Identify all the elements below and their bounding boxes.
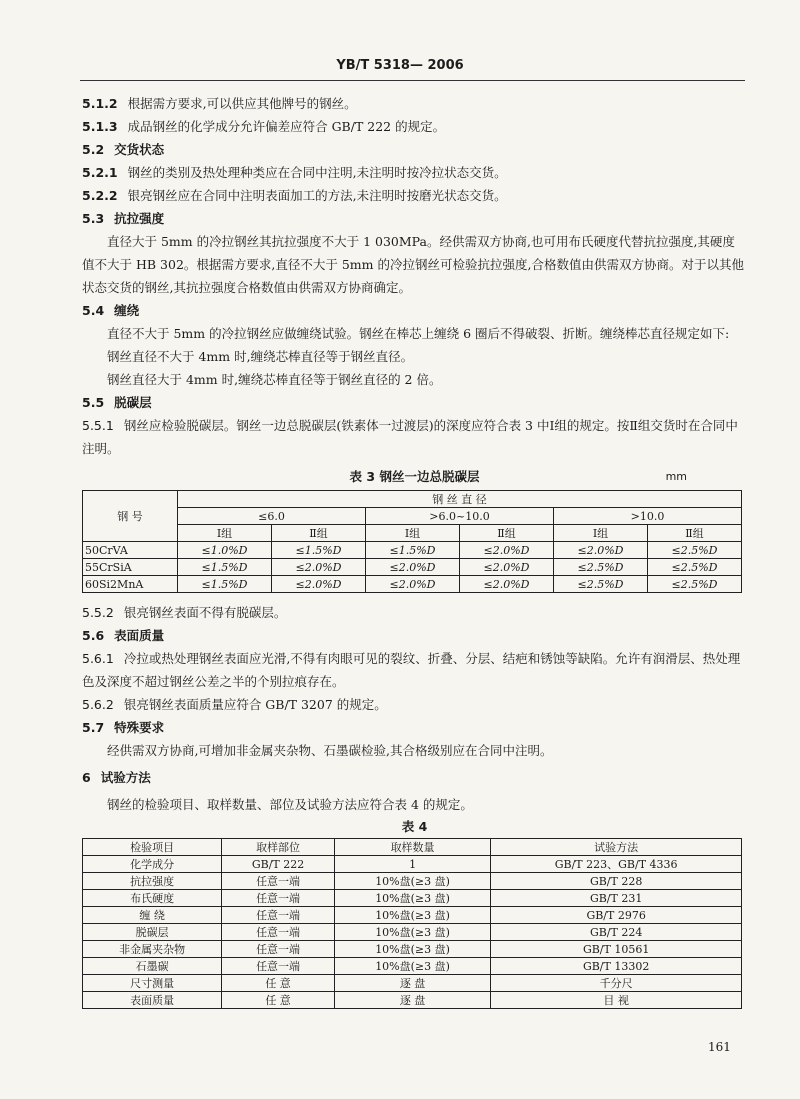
table-row [83, 873, 742, 890]
cell: GB/T 10561 [491, 941, 742, 958]
header-grade: 钢 号 [83, 491, 178, 542]
cell: 目 视 [491, 992, 742, 1009]
clause-number: 5.1.2 [82, 96, 118, 111]
clause-text: 根据需方要求,可以供应其他牌号的钢丝。 [127, 96, 357, 111]
clause-number: 5.6.1 [82, 651, 114, 666]
cell: 任 意 [222, 975, 335, 992]
header-group: Ⅱ组 [460, 525, 554, 542]
clause-5-2-2 [82, 184, 747, 207]
cell: 逐 盘 [334, 975, 490, 992]
section-number: 5.4 [82, 303, 105, 318]
table-row [83, 576, 742, 593]
paragraph-5-7: 经供需双方协商,可增加非金属夹杂物、石墨碳检验,其合格级别应在合同中注明。 [107, 743, 553, 758]
section-number: 6 [82, 770, 91, 785]
header-rule [80, 80, 745, 81]
cell-value: ≤2.5%D [554, 576, 648, 593]
cell: 布氏硬度 [83, 890, 222, 907]
cell-value: ≤2.0%D [554, 542, 648, 559]
table-3-unit: mm [665, 470, 687, 483]
clause-text: 银亮钢丝表面质量应符合 GB/T 3207 的规定。 [123, 697, 387, 712]
table-row [83, 890, 742, 907]
clause-5-1-2 [82, 92, 747, 115]
table-row [83, 907, 742, 924]
cell-value: ≤2.5%D [648, 576, 742, 593]
header-cell: 取样数量 [334, 839, 490, 856]
section-6-heading [82, 766, 747, 789]
table-3-caption: 表 3 钢丝一边总脱碳层 [349, 469, 480, 484]
cell: 10%盘(≥3 盘) [334, 958, 490, 975]
section-number: 5.7 [82, 720, 105, 735]
cell: 任意一端 [222, 873, 335, 890]
clause-5-5-2 [82, 601, 747, 624]
clause-text: 钢丝的类别及热处理种类应在合同中注明,未注明时按冷拉状态交货。 [127, 165, 507, 180]
table-header-row [83, 839, 742, 856]
cell-value: ≤1.5%D [178, 559, 272, 576]
clause-5-2-1 [82, 161, 747, 184]
cell: 缠 绕 [83, 907, 222, 924]
table-header-row [83, 491, 742, 508]
cell: 10%盘(≥3 盘) [334, 890, 490, 907]
header-range: >6.0~10.0 [366, 508, 554, 525]
cell: GB/T 228 [491, 873, 742, 890]
cell: 任意一端 [222, 958, 335, 975]
clause-5-1-3 [82, 115, 747, 138]
cell: GB/T 2976 [491, 907, 742, 924]
section-number: 5.2 [82, 142, 105, 157]
clause-number: 5.2.2 [82, 188, 118, 203]
clause-5-5-1 [82, 414, 747, 460]
cell: 任 意 [222, 992, 335, 1009]
paragraph-5-4a: 直径不大于 5mm 的冷拉钢丝应做缠绕试验。钢丝在棒芯上缠绕 6 圈后不得破裂、折断。缠绕棒芯直径规定如下: [107, 326, 730, 341]
clause-number: 5.5.2 [82, 605, 114, 620]
section-number: 5.5 [82, 395, 105, 410]
cell: 1 [334, 856, 490, 873]
clause-number: 5.1.3 [82, 119, 118, 134]
section-title: 抗拉强度 [114, 211, 165, 226]
section-5-3-heading [82, 207, 747, 230]
section-title: 试验方法 [100, 770, 151, 785]
table-header-row [83, 525, 742, 542]
clause-text: 冷拉或热处理钢丝表面应光滑,不得有肉眼可见的裂纹、折叠、分层、结疤和锈蚀等缺陷。允许有润滑层、热处理色及深度不超过钢丝公差之半的个别拉痕存在。 [82, 651, 741, 689]
table-row [83, 958, 742, 975]
cell-value: ≤1.5%D [178, 576, 272, 593]
cell-value: ≤2.0%D [366, 559, 460, 576]
header-range: >10.0 [554, 508, 742, 525]
clause-text: 钢丝应检验脱碳层。钢丝一边总脱碳层(铁素体一过渡层)的深度应符合表 3 中Ⅰ组的规定。按Ⅱ组交货时在合同中注明。 [82, 418, 738, 456]
cell: 非金属夹杂物 [83, 941, 222, 958]
cell-grade: 50CrVA [83, 542, 178, 559]
table-row [83, 924, 742, 941]
header-group: Ⅰ组 [366, 525, 460, 542]
clause-text: 银亮钢丝表面不得有脱碳层。 [123, 605, 287, 620]
cell: 逐 盘 [334, 992, 490, 1009]
section-5-6-heading [82, 624, 747, 647]
section-5-2-heading [82, 138, 747, 161]
table-row [83, 975, 742, 992]
cell: GB/T 231 [491, 890, 742, 907]
cell: GB/T 222 [222, 856, 335, 873]
section-title: 脱碳层 [114, 395, 152, 410]
header-group: Ⅱ组 [648, 525, 742, 542]
cell: 任意一端 [222, 890, 335, 907]
cell-value: ≤2.0%D [460, 542, 554, 559]
table-4 [82, 838, 742, 1009]
header-group: Ⅰ组 [178, 525, 272, 542]
table-row [83, 856, 742, 873]
document-header: YB/T 5318— 2006 [336, 58, 464, 73]
cell: 10%盘(≥3 盘) [334, 907, 490, 924]
clause-text: 成品钢丝的化学成分允许偏差应符合 GB/T 222 的规定。 [127, 119, 446, 134]
header-diameter: 钢 丝 直 径 [178, 491, 742, 508]
header-group: Ⅰ组 [554, 525, 648, 542]
cell: 表面质量 [83, 992, 222, 1009]
cell-value: ≤2.5%D [554, 559, 648, 576]
paragraph-6: 钢丝的检验项目、取样数量、部位及试验方法应符合表 4 的规定。 [107, 797, 473, 812]
cell: 任意一端 [222, 907, 335, 924]
section-5-5-heading [82, 391, 747, 414]
table-row [83, 992, 742, 1009]
cell-value: ≤2.0%D [460, 576, 554, 593]
cell-value: ≤2.0%D [272, 576, 366, 593]
section-title: 缠绕 [114, 303, 140, 318]
cell-grade: 60Si2MnA [83, 576, 178, 593]
cell-value: ≤1.5%D [272, 542, 366, 559]
section-title: 特殊要求 [114, 720, 165, 735]
table-3-title [82, 464, 747, 490]
paragraph-5-4b: 钢丝直径不大于 4mm 时,缠绕芯棒直径等于钢丝直径。 [107, 349, 414, 364]
cell: 10%盘(≥3 盘) [334, 873, 490, 890]
cell-grade: 55CrSiA [83, 559, 178, 576]
header-group: Ⅱ组 [272, 525, 366, 542]
header-range: ≤6.0 [178, 508, 366, 525]
cell-value: ≤2.0%D [366, 576, 460, 593]
document-body [82, 92, 747, 1009]
cell: 石墨碳 [83, 958, 222, 975]
section-title: 交货状态 [114, 142, 165, 157]
clause-number: 5.2.1 [82, 165, 118, 180]
cell: 抗拉强度 [83, 873, 222, 890]
header-cell: 试验方法 [491, 839, 742, 856]
table-4-title [82, 816, 747, 838]
table-row [83, 542, 742, 559]
section-5-4-heading [82, 299, 747, 322]
cell-value: ≤1.0%D [178, 542, 272, 559]
header-cell: 检验项目 [83, 839, 222, 856]
cell: 任意一端 [222, 941, 335, 958]
section-title: 表面质量 [114, 628, 165, 643]
paragraph-5-3: 直径大于 5mm 的冷拉钢丝其抗拉强度不大于 1 030MPa。经供需双方协商,也可用布氏硬度代替抗拉强度,其硬度值不大于 HB 302。根据需方要求,直径不大于 5mm 的冷拉钢丝可检验抗拉强度,合格数值由供需双方协商。对于以其他状态交货的钢丝,其抗拉强度合格数值由供需双方协商确定。 [82, 234, 744, 295]
cell-value: ≤1.5%D [366, 542, 460, 559]
paragraph-5-4c: 钢丝直径大于 4mm 时,缠绕芯棒直径等于钢丝直径的 2 倍。 [107, 372, 442, 387]
clause-text: 银亮钢丝应在合同中注明表面加工的方法,未注明时按磨光状态交货。 [127, 188, 507, 203]
header-cell: 取样部位 [222, 839, 335, 856]
section-number: 5.6 [82, 628, 105, 643]
page-number: 161 [708, 1040, 731, 1054]
section-number: 5.3 [82, 211, 105, 226]
table-3 [82, 490, 742, 593]
cell-value: ≤2.0%D [272, 559, 366, 576]
cell: 尺寸测量 [83, 975, 222, 992]
table-row [83, 941, 742, 958]
cell: 任意一端 [222, 924, 335, 941]
cell: 10%盘(≥3 盘) [334, 924, 490, 941]
cell: GB/T 224 [491, 924, 742, 941]
clause-5-6-1 [82, 647, 747, 693]
clause-number: 5.5.1 [82, 418, 114, 433]
section-5-7-heading [82, 716, 747, 739]
cell-value: ≤2.5%D [648, 559, 742, 576]
cell: GB/T 223、GB/T 4336 [491, 856, 742, 873]
cell: GB/T 13302 [491, 958, 742, 975]
cell: 化学成分 [83, 856, 222, 873]
table-4-caption: 表 4 [401, 819, 428, 834]
cell-value: ≤2.5%D [648, 542, 742, 559]
cell: 10%盘(≥3 盘) [334, 941, 490, 958]
cell-value: ≤2.0%D [460, 559, 554, 576]
table-row [83, 559, 742, 576]
cell: 脱碳层 [83, 924, 222, 941]
table-header-row [83, 508, 742, 525]
clause-number: 5.6.2 [82, 697, 114, 712]
cell: 千分尺 [491, 975, 742, 992]
clause-5-6-2 [82, 693, 747, 716]
